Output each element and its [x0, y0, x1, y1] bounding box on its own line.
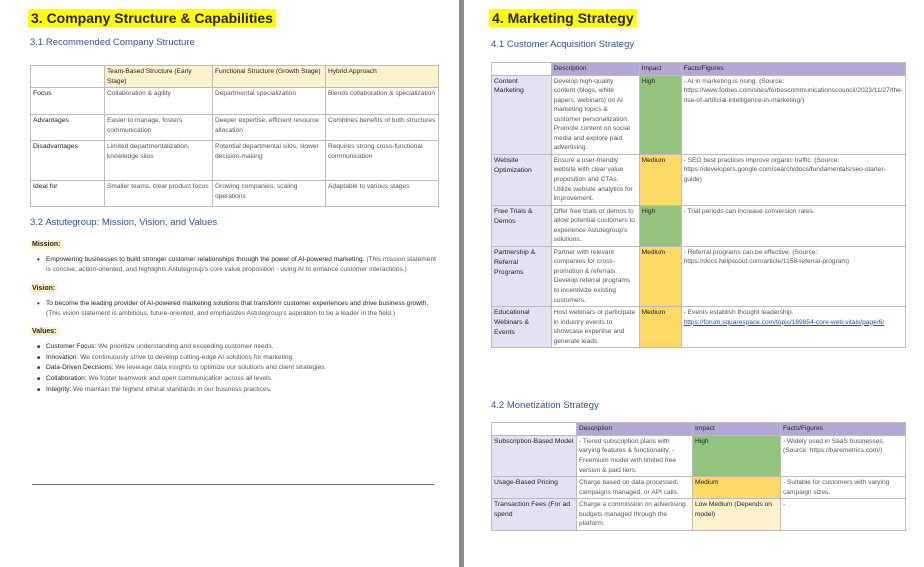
facts-cell [681, 307, 905, 348]
table-cell: Collaboration & agility [105, 88, 213, 115]
vision-list [46, 299, 439, 319]
table-header-cell: Team-Based Structure (Early Stage) [105, 66, 213, 88]
facts-cell: - Widely used in SaaS businesses. (Source: https://baremetrics.com/) [781, 435, 906, 476]
value-item [46, 342, 439, 353]
row-header: Advantages [31, 115, 105, 141]
table-row [492, 435, 906, 476]
table-row [492, 499, 906, 531]
table-row [492, 75, 906, 154]
facts-cell: - AI in marketing is rising. (Source: https://www.forbes.com/sites/forbescommunicationscouncil/2023/11/27/the-rise-of-artificial-intelligence-in-marketing/) [681, 75, 905, 154]
mission-item [46, 255, 439, 275]
mission-text: Empowering businesses to build stronger customer relationships through the power of AI-powered marketing. [46, 256, 365, 264]
impact-cell: High [693, 435, 781, 476]
description-cell: Offer free trials or demos to allow potential customers to experience Astutegroup's solutions. [551, 205, 639, 246]
table-header-cell [492, 423, 577, 436]
channel-cell: Partnership & Referral Programs [492, 246, 552, 306]
subsection-recommended-structure: 3.1 Recommended Company Structure [30, 37, 195, 48]
page-right [464, 0, 924, 567]
page-left [0, 0, 459, 567]
structure-table [30, 65, 439, 207]
impact-cell: Medium [639, 246, 681, 306]
table-cell: Blends collaboration & specialization [326, 88, 439, 115]
horizontal-rule [32, 484, 434, 485]
value-item [46, 374, 439, 385]
channel-cell: Free Trials & Demos [492, 205, 552, 246]
table-cell: Limited departmentalization, knowledge silos [105, 141, 213, 181]
model-cell: Usage-Based Pricing [492, 477, 577, 499]
facts-cell: - SEO best practices improve organic traffic. (Source: https://developers.google.com/search/docs/fundamentals/seo-starter-guide) [681, 154, 905, 205]
subsection-mission-vision-values: 3.2 Astutegroup: Mission, Vision, and Values [30, 217, 218, 229]
description-cell: - Tiered subscription plans with varying features & functionality. - Freemium model with limited free version & paid tiers. [577, 435, 693, 476]
section-title-company-structure: 3. Company Structure & Capabilities [28, 9, 276, 27]
table-cell: Departmental specialization [213, 88, 326, 115]
table-header-cell: Description [551, 63, 639, 76]
table-row [492, 307, 906, 348]
table-row [492, 205, 906, 246]
table-row [31, 88, 439, 115]
vision-label: Vision: [32, 284, 56, 292]
table-row [31, 115, 439, 141]
table-header-cell: Hybrid Approach [326, 66, 439, 88]
subsection-monetization: 4.2 Monetization Strategy [491, 400, 599, 412]
table-header-cell: Facts/Figures [781, 423, 906, 436]
table-header-cell: Description [577, 423, 693, 436]
table-cell: Deeper expertise, efficient resource allocation [213, 115, 326, 141]
impact-cell: Low Medium (Depends on model) [693, 499, 781, 531]
impact-cell: Medium [639, 154, 681, 205]
facts-cell: - [781, 499, 906, 531]
facts-cell: - Suitable for customers with varying campaign sizes. [781, 477, 906, 499]
value-item [46, 353, 439, 364]
description-cell: Host webinars or participate in industry events to showcase expertise and generate leads. [551, 307, 639, 348]
table-header-cell: Facts/Figures [681, 63, 905, 76]
table-header-row [31, 66, 439, 88]
table-header-row [492, 423, 906, 436]
facts-cell: - Trial periods can increase conversion rates. [681, 205, 905, 246]
table-cell: Combines benefits of both structures [326, 115, 439, 141]
model-cell: Transaction Fees (For ad spend [492, 499, 577, 531]
value-desc: We leverage data insights to optimize our solutions and client strategies. [115, 364, 327, 372]
value-desc: We maintain the highest ethical standards in our business practices. [73, 385, 272, 393]
table-cell: Adaptable to various stages [326, 181, 439, 207]
value-name: Data-Driven Decisions: [46, 364, 114, 372]
table-cell: Easier to manage, fosters communication [105, 115, 213, 141]
value-name: Collaboration: [46, 374, 87, 382]
description-cell: Ensure a user-friendly website with clear value proposition and CTAs. Utilize website analytics for improvement. [551, 154, 639, 205]
monetization-table [491, 422, 906, 530]
source-link[interactable]: https://forum.squarespace.com/topic/169854-core-web-vitals/page/6/ [683, 318, 885, 326]
impact-cell: High [639, 205, 681, 246]
channel-cell: Educational Webinars & Events [492, 307, 552, 348]
section-title-marketing-strategy: 4. Marketing Strategy [489, 9, 637, 27]
table-cell: Potential departmental silos, slower decision-making [213, 141, 326, 181]
table-header-cell [31, 66, 105, 88]
mission-note: (This mission statement is concise, action-oriented, and highlights Astutegroup's core value proposition - using AI to enhance customer interactions.) [46, 256, 436, 274]
mission-label: Mission: [32, 241, 61, 249]
impact-cell: Medium [693, 477, 781, 499]
row-header: Ideal for [31, 181, 105, 207]
subsection-customer-acquisition: 4.1 Customer Acquisition Strategy [491, 39, 635, 50]
model-cell: Subscription-Based Model [492, 435, 577, 476]
description-cell: Charge based on data processed, campaigns managed, or API calls. [577, 477, 693, 499]
description-cell: Develop high-quality content (blogs, white papers, webinars) on AI marketing topics & customer personalization. Promote content on social media and explore paid advertising. [551, 75, 639, 154]
channel-cell: Website Optimization [492, 154, 552, 205]
acquisition-table [491, 62, 906, 348]
vision-text: To become the leading provider of AI-powered marketing solutions that transform customer experiences and drive business growth. [46, 299, 429, 307]
table-header-cell: Impact [639, 63, 681, 76]
impact-cell: High [639, 75, 681, 154]
value-name: Customer Focus: [46, 342, 97, 350]
facts-cell: - Referral programs can be effective. (Source: https://docs.helpscout.com/article/1158-referral-program) [681, 246, 905, 306]
table-row [31, 141, 439, 181]
table-cell: Requires strong cross-functional communication [326, 141, 439, 181]
row-header: Disadvantages [31, 141, 105, 181]
table-row [492, 477, 906, 499]
row-header: Focus [31, 88, 105, 115]
value-name: Integrity: [46, 385, 72, 393]
table-row [31, 181, 439, 207]
description-cell: Charge a commission on advertising budgets managed through the platform. [577, 499, 693, 531]
value-desc: We prioritize understanding and exceeding customer needs. [98, 342, 274, 350]
value-name: Innovation: [46, 353, 79, 361]
values-list [46, 342, 439, 395]
table-row [492, 246, 906, 306]
mission-list [46, 255, 439, 275]
facts-text: - Events establish thought leadership. [683, 309, 794, 317]
table-header-cell [492, 63, 552, 76]
table-row [492, 154, 906, 205]
channel-cell: Content Marketing [492, 75, 552, 154]
description-cell: Partner with relevant companies for cross-promotion & referrals. Develop referral programs to incentivize existing customers. [551, 246, 639, 306]
vision-note: (This vision statement is ambitious, future-oriented, and emphasizes Astutegroup's aspiration to be a leader in the field.) [46, 309, 396, 317]
table-header-row [492, 63, 906, 76]
value-item [46, 385, 439, 396]
table-header-cell: Functional Structure (Growth Stage) [213, 66, 326, 88]
value-item [46, 363, 439, 374]
vision-item [46, 299, 439, 319]
table-cell: Smaller teams, clear product focus [105, 181, 213, 207]
table-header-cell: Impact [693, 423, 781, 436]
values-label: Values: [32, 327, 57, 335]
value-desc: We continuously strive to develop cutting-edge AI solutions for marketing. [80, 353, 295, 361]
impact-cell: Medium [639, 307, 681, 348]
table-cell: Growing companies, scaling operations [213, 181, 326, 207]
value-desc: We foster teamwork and open communication across all levels. [88, 374, 273, 382]
